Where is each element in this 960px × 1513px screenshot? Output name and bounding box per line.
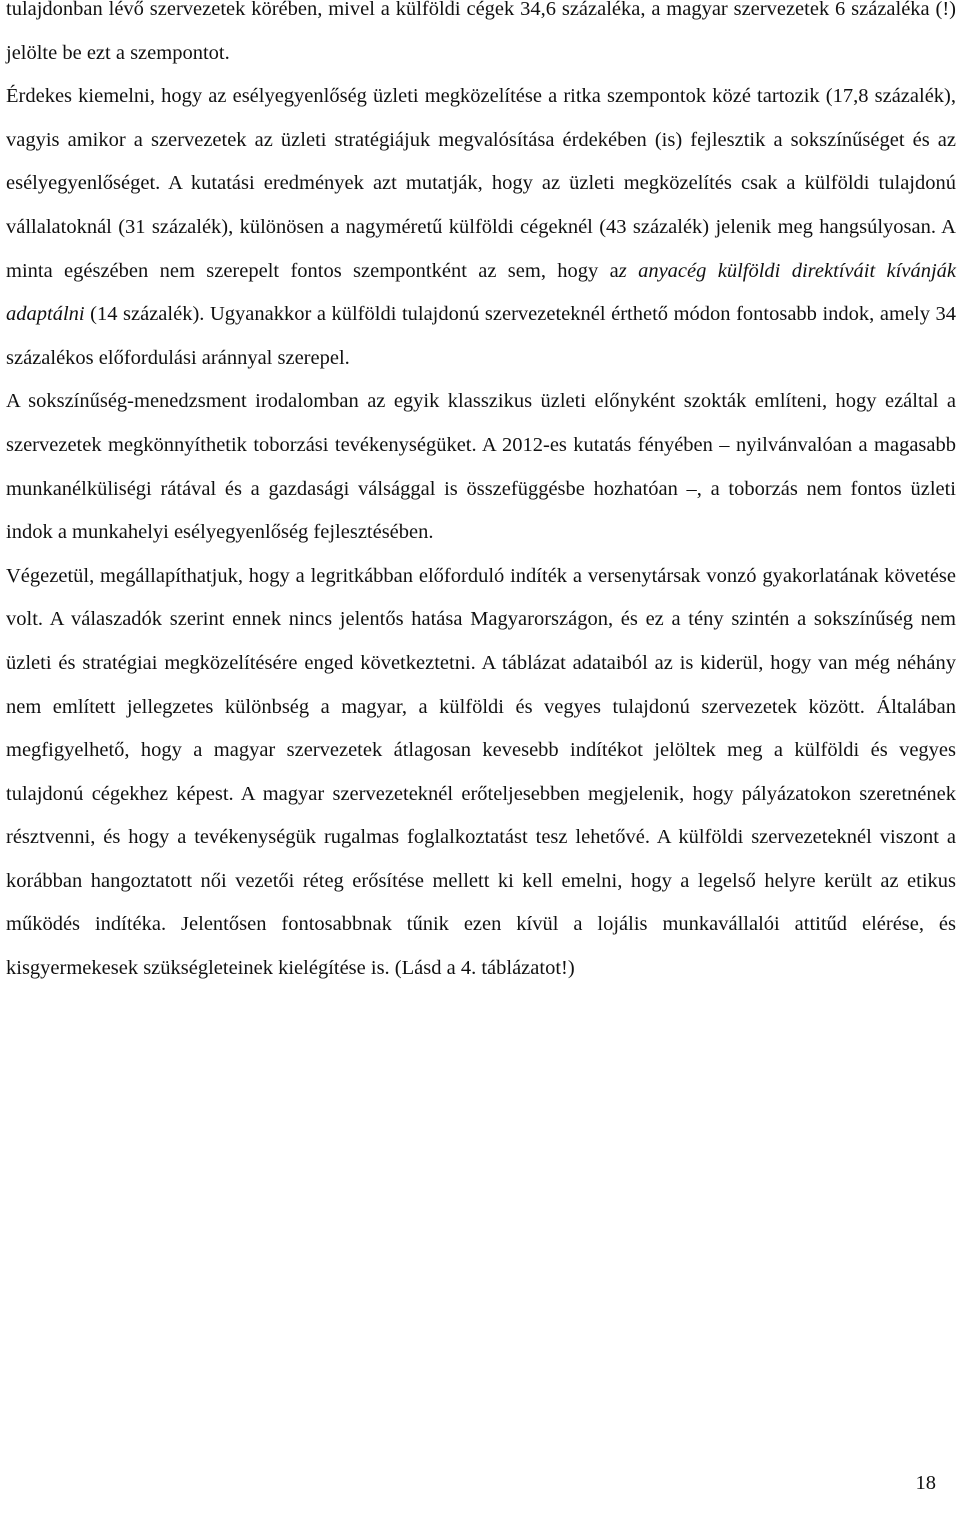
- paragraph-3-text: A sokszínűség-menedzsment irodalomban az egyik klasszikus üzleti előnyként szokták említeni, hogy ezáltal a szervezetek megkönnyíthetik toborzási tevékenységüket. A 2012-es kutatás fényében – nyilvánvalóan a magasabb munkanélküliségi rátával és a gazdasági válsággal is összefüggésbe hozhatóan –, a toborzás nem fontos üzleti indok a munkahelyi esélyegyenlőség fejlesztésében.: [6, 390, 956, 544]
- paragraph-2: [6, 75, 956, 380]
- paragraph-4-text: Végezetül, megállapíthatjuk, hogy a legritkábban előforduló indíték a versenytársak vonzó gyakorlatának követése volt. A válaszadók szerint ennek nincs jelentős hatása Magyarországon, és ez a tény szintén a sokszínűség nem üzleti és stratégiai megközelítésére enged következtetni. A táblázat adataiból az is kiderül, hogy van még néhány nem említett jellegzetes különbség a magyar, a külföldi és vegyes tulajdonú szervezetek között. Általában megfigyelhető, hogy a magyar szervezetek átlagosan kevesebb indítékot jelöltek meg a külföldi és vegyes tulajdonú cégekhez képest. A magyar szervezeteknél erőteljesebben megjelenik, hogy pályázatokon szeretnének résztvenni, és hogy a tevékenységük rugalmas foglalkoztatást tesz lehetővé. A külföldi szervezeteknél viszont a korábban hangoztatott női vezetői réteg erősítése mellett ki kell emelni, hogy a legelső helyre került az etikus működés indítéka. Jelentősen fontosabbnak tűnik ezen kívül a lojális munkavállalói attitűd elérése, és kisgyermekesek szükségleteinek kielégítése is. (Lásd a 4. táblázatot!): [6, 564, 956, 980]
- page-number: 18: [915, 1472, 936, 1494]
- paragraph-1-text: tulajdonban lévő szervezetek körében, mivel a külföldi cégek 34,6 százaléka, a magyar szervezetek 6 százaléka (!) jelölte be ezt a szempontot.: [6, 0, 956, 64]
- body-text: [6, 0, 956, 991]
- paragraph-3: [6, 380, 956, 554]
- paragraph-2-text-b: (14 százalék). Ugyanakkor a külföldi tulajdonú szervezeteknél érthető módon fontosabb indok, amely 34 százalékos előfordulási aránnyal szerepel.: [6, 303, 956, 369]
- paragraph-1: [6, 0, 956, 75]
- paragraph-2-italic-phrase: z anyacég külföldi direktíváit kívánják adaptálni: [6, 259, 956, 326]
- paragraph-4: [6, 555, 956, 991]
- paragraph-2-text-a: Érdekes kiemelni, hogy az esélyegyenlőség üzleti megközelítése a ritka szempontok közé tartozik (17,8 százalék), vagyis amikor a szervezetek az üzleti stratégiájuk megvalósítása érdekében (is) fejlesztik a sokszínűséget és az esélyegyenlőséget. A kutatási eredmények azt mutatják, hogy az üzleti megközelítés csak a külföldi tulajdonú vállalatoknál (31 százalék), különösen a nagyméretű külföldi cégeknél (43 százalék) jelenik meg hangsúlyosan. A minta egészében nem szerepelt fontos szempontként az sem, hogy a: [6, 85, 956, 282]
